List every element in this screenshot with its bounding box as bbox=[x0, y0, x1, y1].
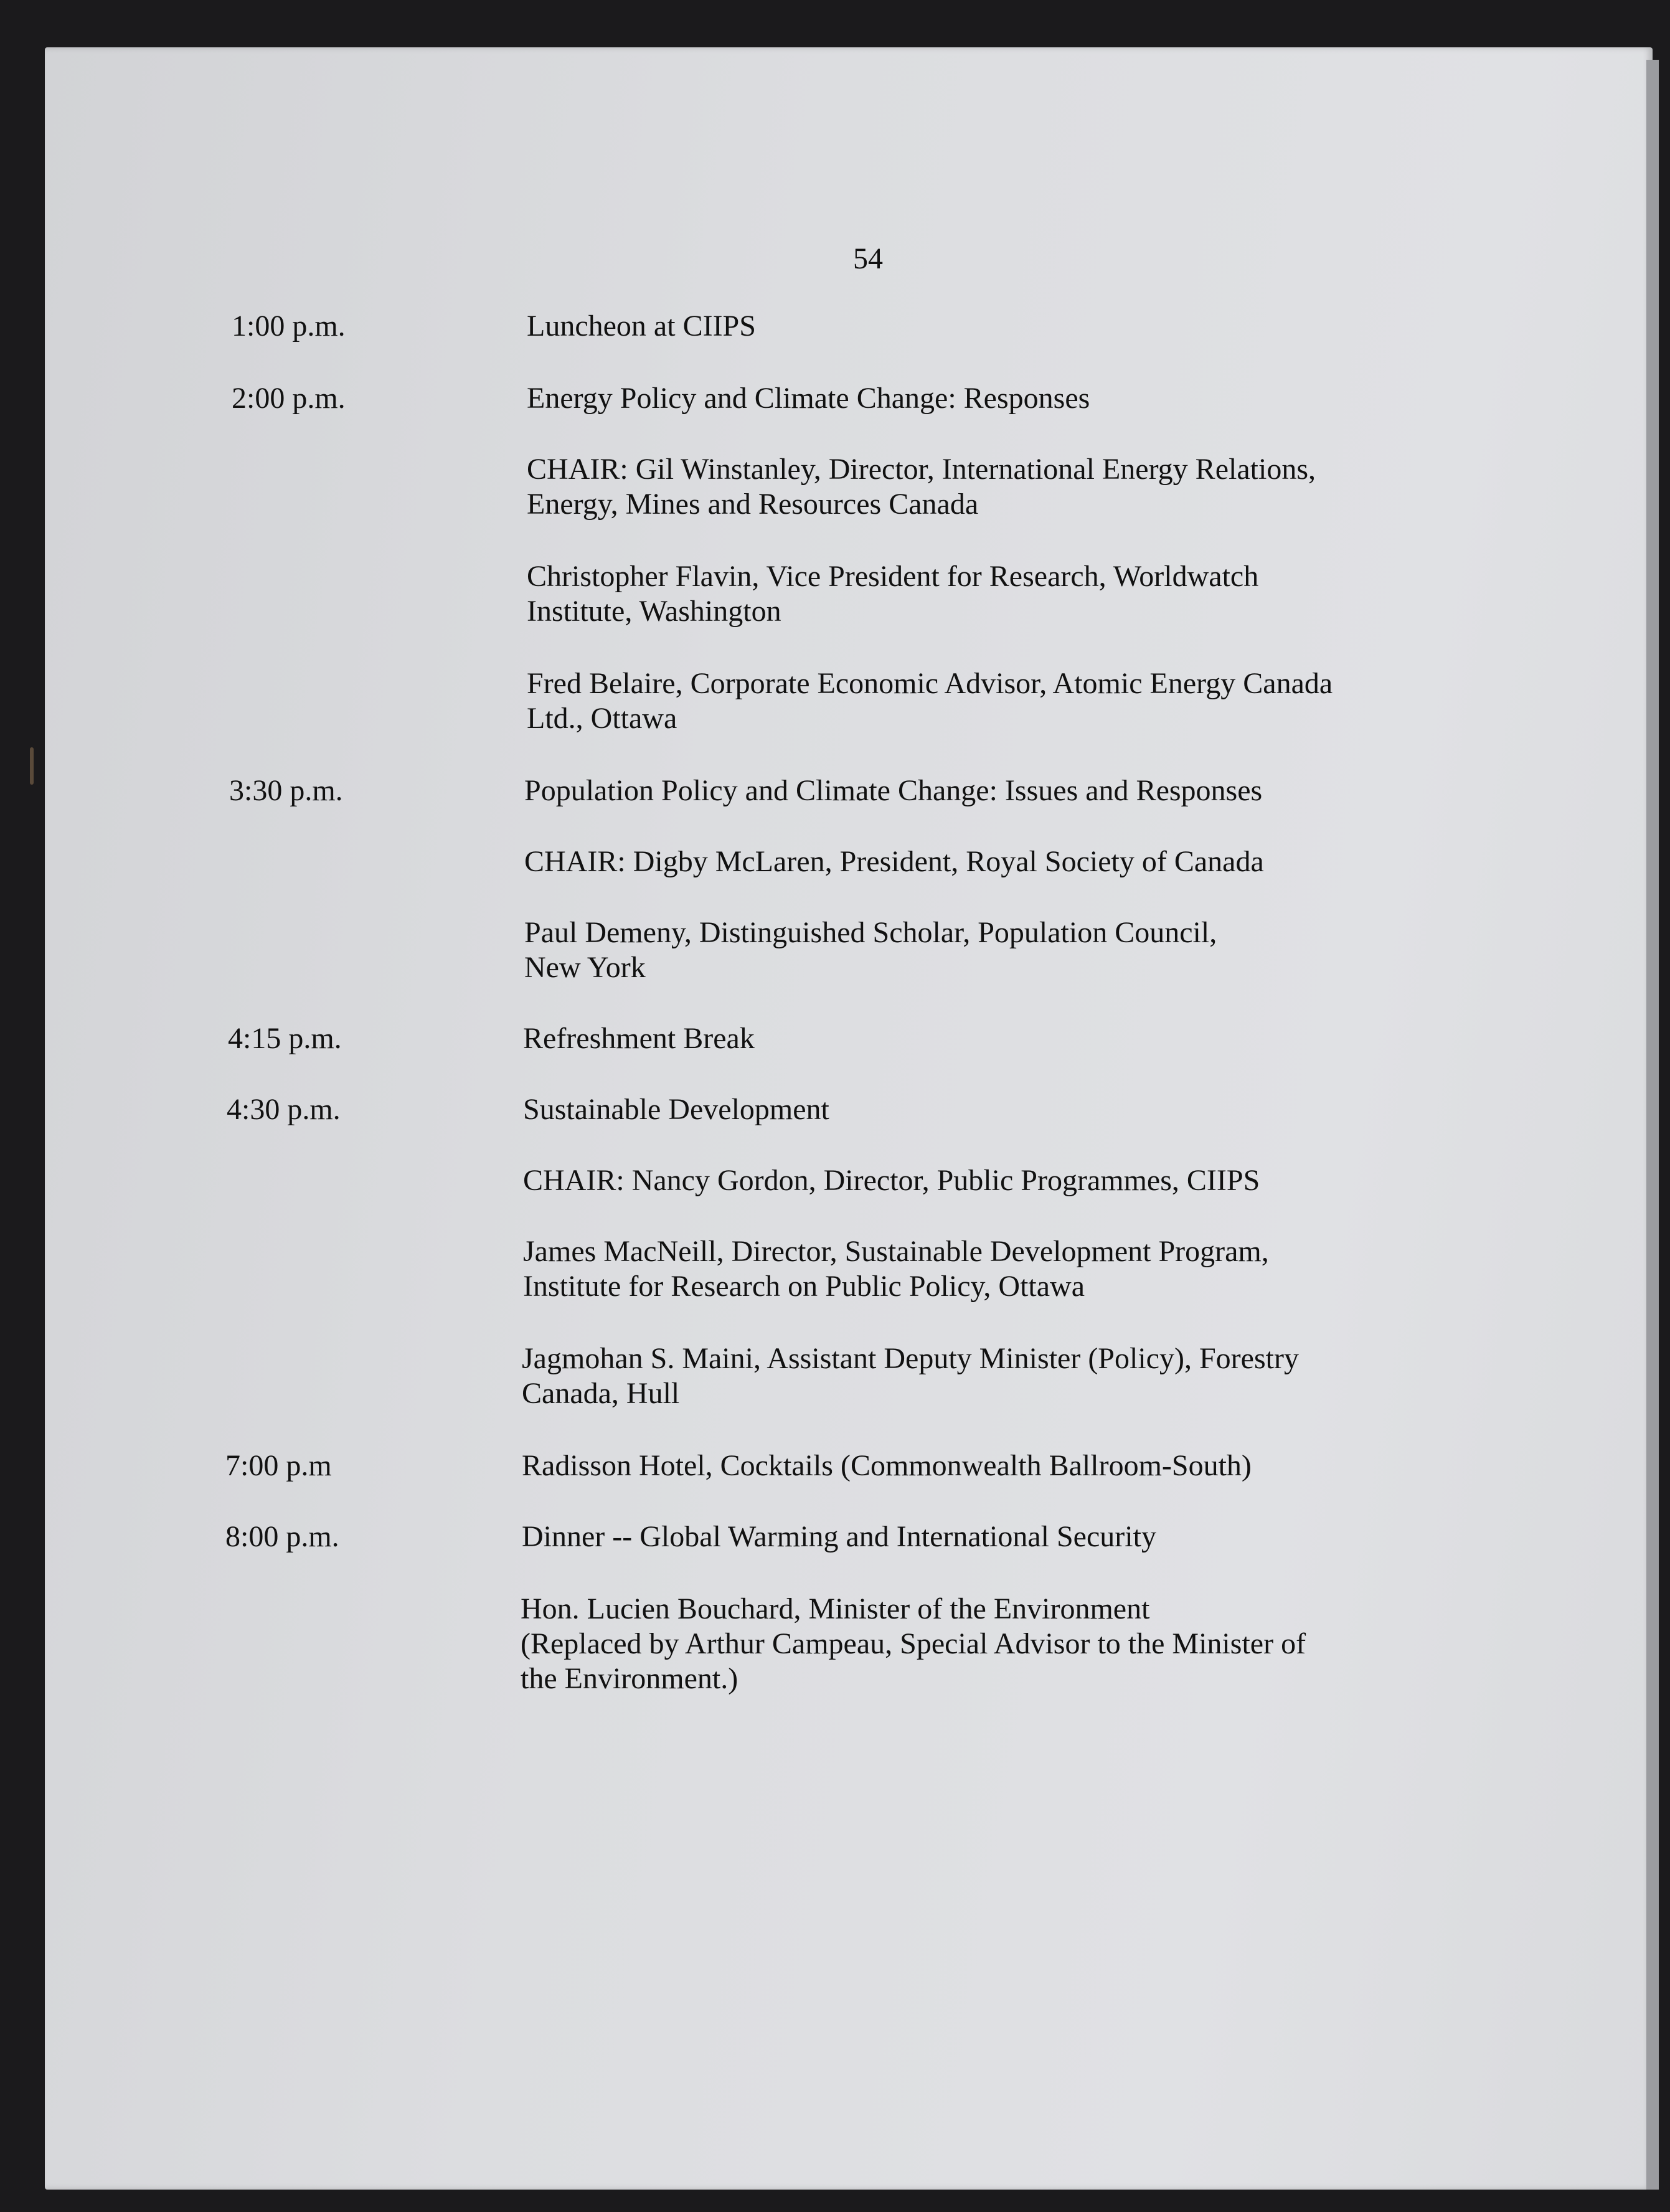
participant-name: Hon. Lucien Bouchard bbox=[521, 1592, 794, 1625]
speaker-entry bbox=[527, 559, 1536, 629]
session-title: Refreshment Break bbox=[523, 1022, 755, 1055]
participant-name: James MacNeill bbox=[523, 1235, 717, 1268]
time-label: 2:00 p.m. bbox=[232, 382, 346, 415]
time-label: 1:00 p.m. bbox=[232, 310, 346, 343]
page-edge bbox=[1646, 60, 1659, 2190]
speaker-entry bbox=[521, 1592, 1529, 1696]
speaker-entry bbox=[523, 1234, 1532, 1304]
time-label: 4:15 p.m. bbox=[228, 1022, 342, 1055]
session-title: Sustainable Development bbox=[523, 1093, 829, 1126]
speaker-entry bbox=[527, 666, 1536, 736]
participant-name: Jagmohan S. Maini bbox=[522, 1342, 753, 1375]
session-title: Luncheon at CIIPS bbox=[527, 310, 756, 343]
participant-description: , Assistant Deputy Minister (Policy), Forestry bbox=[753, 1342, 1299, 1375]
participant-name: Gil Winstanley bbox=[635, 453, 814, 486]
speaker-entry bbox=[524, 915, 1533, 985]
session-title: Energy Policy and Climate Change: Responses bbox=[527, 382, 1090, 415]
session-title: Radisson Hotel, Cocktails (Commonwealth Ballroom-South) bbox=[522, 1449, 1252, 1482]
participant-description-cont: Institute for Research on Public Policy, Ottawa bbox=[523, 1270, 1085, 1303]
participant-name: Nancy Gordon bbox=[631, 1164, 809, 1197]
participant-name: Digby McLaren bbox=[633, 845, 825, 878]
time-label: 8:00 p.m. bbox=[225, 1520, 339, 1553]
participant-description: , Minister of the Environment bbox=[793, 1592, 1150, 1625]
participant-description: , Director, International Energy Relations, bbox=[813, 453, 1316, 486]
role-prefix: CHAIR: bbox=[524, 845, 633, 878]
session-title: Population Policy and Climate Change: Issues and Responses bbox=[524, 774, 1263, 807]
page-number: 54 bbox=[853, 242, 883, 275]
participant-description-cont: Institute, Washington bbox=[527, 595, 781, 628]
time-label: 4:30 p.m. bbox=[227, 1093, 341, 1126]
session-title: Dinner -- Global Warming and International Security bbox=[522, 1520, 1156, 1553]
participant-description: , Corporate Economic Advisor, Atomic Energy Canada bbox=[675, 667, 1333, 700]
participant-description: , Vice President for Research, Worldwatch bbox=[752, 560, 1259, 593]
participant-name: Christopher Flavin bbox=[527, 560, 752, 593]
chair-entry bbox=[527, 452, 1536, 522]
participant-description-cont: the Environment.) bbox=[521, 1662, 738, 1695]
role-prefix: CHAIR: bbox=[527, 453, 636, 486]
participant-description-cont: Canada, Hull bbox=[522, 1377, 680, 1410]
speaker-entry bbox=[522, 1341, 1531, 1411]
chair-entry bbox=[524, 844, 1533, 879]
participant-name: Paul Demeny bbox=[524, 916, 684, 949]
participant-description: , Distinguished Scholar, Population Council, bbox=[684, 916, 1217, 949]
participant-name: Fred Belaire bbox=[527, 667, 676, 700]
participant-description: , Director, Public Programmes, CIIPS bbox=[808, 1164, 1260, 1197]
scan-mark bbox=[30, 747, 34, 785]
participant-description-cont: New York bbox=[524, 951, 646, 984]
participant-description: , President, Royal Society of Canada bbox=[824, 845, 1264, 878]
time-label: 3:30 p.m. bbox=[229, 774, 343, 807]
chair-entry bbox=[523, 1163, 1532, 1198]
participant-description: , Director, Sustainable Development Program, bbox=[716, 1235, 1269, 1268]
participant-description-cont: (Replaced by Arthur Campeau, Special Advisor to the Minister of bbox=[521, 1627, 1306, 1660]
participant-description-cont: Ltd., Ottawa bbox=[527, 702, 677, 735]
role-prefix: CHAIR: bbox=[523, 1164, 632, 1197]
participant-description-cont: Energy, Mines and Resources Canada bbox=[527, 488, 979, 521]
time-label: 7:00 p.m bbox=[225, 1449, 332, 1482]
